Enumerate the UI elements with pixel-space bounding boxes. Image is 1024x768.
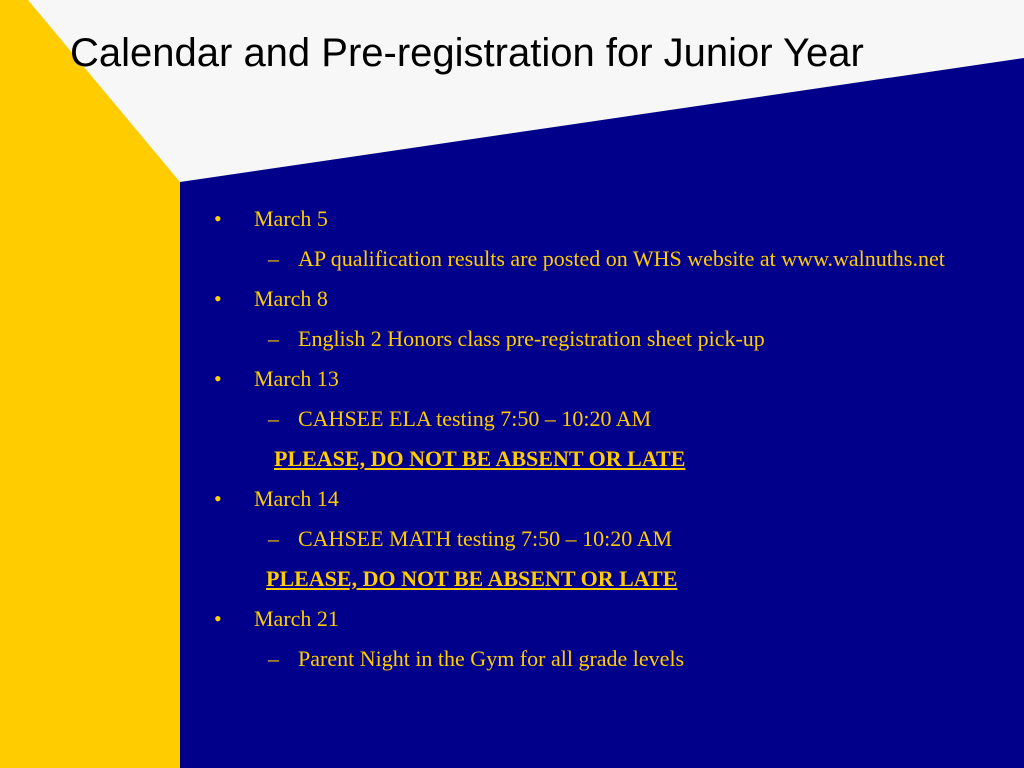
- item-detail: English 2 Honors class pre-registration sheet pick-up: [298, 326, 765, 351]
- dash-icon: –: [268, 646, 279, 671]
- bullet-icon: •: [214, 606, 222, 631]
- list-item-march-13: [210, 362, 1010, 396]
- bullet-icon: •: [214, 486, 222, 511]
- bullet-icon: •: [214, 366, 222, 391]
- attendance-warning: PLEASE, DO NOT BE ABSENT OR LATE: [274, 446, 686, 471]
- sub-item-cahsee-ela: [210, 402, 1010, 436]
- bullet-icon: •: [214, 286, 222, 311]
- item-detail: Parent Night in the Gym for all grade levels: [298, 646, 685, 671]
- sub-item-english-2: [210, 322, 1010, 356]
- sub-item-ap-results: [210, 242, 1010, 276]
- list-item-march-21: [210, 602, 1010, 636]
- item-detail: CAHSEE MATH testing 7:50 – 10:20 AM: [298, 526, 673, 551]
- item-date: March 21: [254, 606, 339, 631]
- item-date: March 14: [254, 486, 339, 511]
- list-item-march-8: [210, 282, 1010, 316]
- dash-icon: –: [268, 246, 279, 271]
- slide-title: Calendar and Pre-registration for Junior Year: [70, 31, 864, 75]
- dash-icon: –: [268, 526, 279, 551]
- list-item-march-14: [210, 482, 1010, 516]
- attendance-warning: PLEASE, DO NOT BE ABSENT OR LATE: [266, 566, 678, 591]
- slide-content: [210, 202, 1010, 676]
- sub-item-parent-night: [210, 642, 1010, 676]
- item-detail: CAHSEE ELA testing 7:50 – 10:20 AM: [298, 406, 652, 431]
- dash-icon: –: [268, 406, 279, 431]
- item-detail: AP qualification results are posted on WHS website at www.walnuths.net: [298, 246, 945, 271]
- list-item-march-5: [210, 202, 1010, 236]
- dash-icon: –: [268, 326, 279, 351]
- sub-item-cahsee-math: [210, 522, 1010, 556]
- item-date: March 5: [254, 206, 328, 231]
- bullet-icon: •: [214, 206, 222, 231]
- item-date: March 13: [254, 366, 339, 391]
- item-date: March 8: [254, 286, 328, 311]
